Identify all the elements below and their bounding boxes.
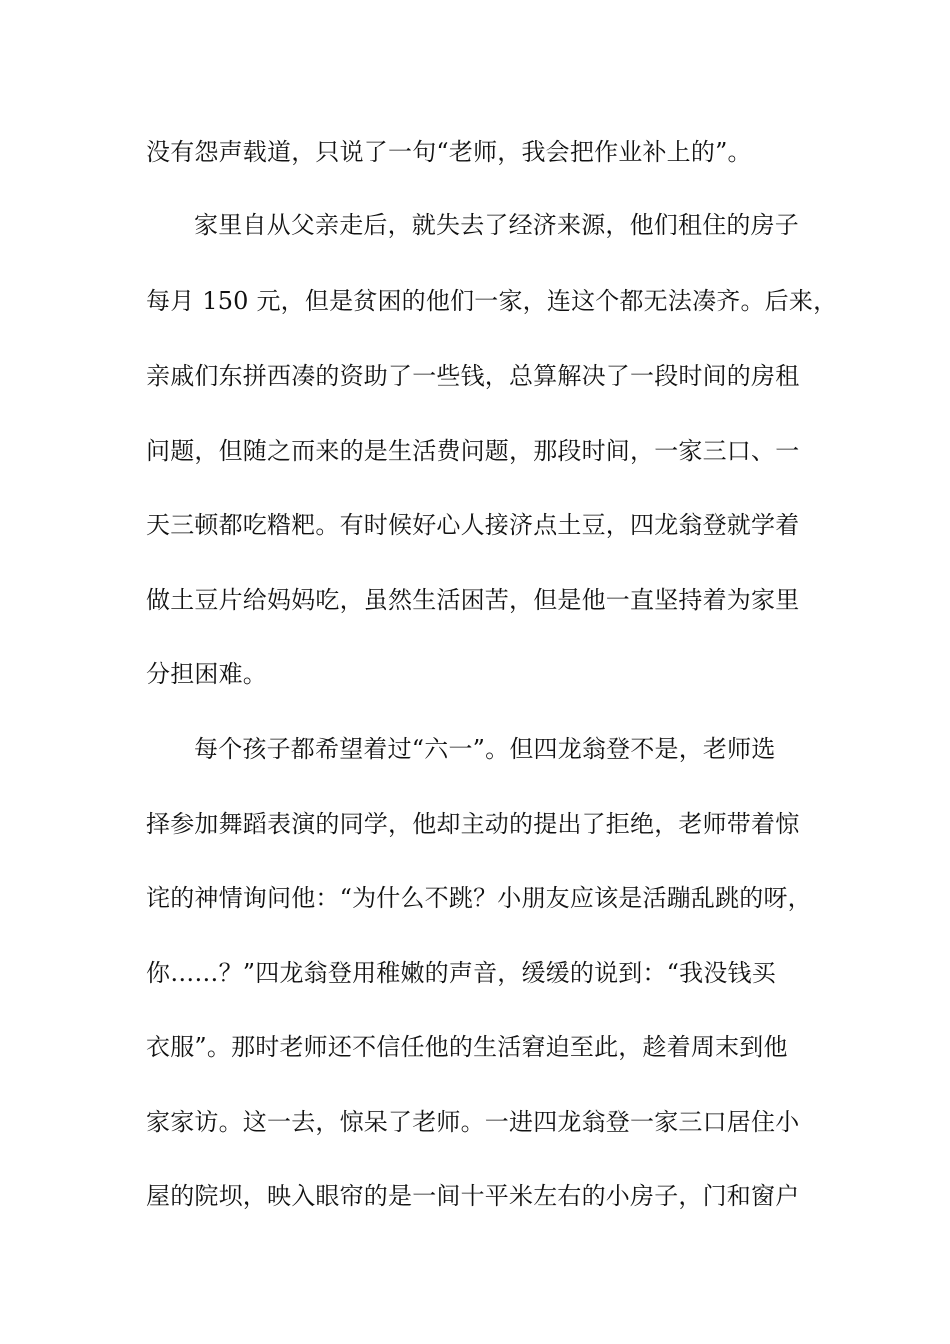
text-line-4: 亲戚们东拼西凑的资助了一些钱，总算解决了一段时间的房租 xyxy=(146,362,800,390)
text-line-6: 天三顿都吃糌粑。有时候好心人接济点土豆，四龙翁登就学着 xyxy=(146,511,800,539)
text-line-2: 家里自从父亲走后，就失去了经济来源，他们租住的房子 xyxy=(194,211,799,239)
text-line-15: 屋的院坝，映入眼帘的是一间十平米左右的小房子，门和窗户 xyxy=(146,1182,800,1210)
text-line-8: 分担困难。 xyxy=(146,660,267,688)
text-line-1: 没有怨声载道，只说了一句“老师，我会把作业补上的”。 xyxy=(146,138,752,166)
text-line-11: 诧的神情询问他：“为什么不跳？小朋友应该是活蹦乱跳的呀， xyxy=(146,884,812,912)
text-line-3: 每月 150 元，但是贫困的他们一家，连这个都无法凑齐。后来， xyxy=(146,287,838,315)
text-line-7: 做土豆片给妈妈吃，虽然生活困苦，但是他一直坚持着为家里 xyxy=(146,586,800,614)
text-line-9: 每个孩子都希望着过“六一”。但四龙翁登不是，老师选 xyxy=(194,735,776,763)
text-line-10: 择参加舞蹈表演的同学，他却主动的提出了拒绝，老师带着惊 xyxy=(146,810,800,838)
text-line-12: 你……？”四龙翁登用稚嫩的声音，缓缓的说到：“我没钱买 xyxy=(146,959,776,987)
text-line-14: 家家访。这一去，惊呆了老师。一进四龙翁登一家三口居住小 xyxy=(146,1108,800,1136)
text-line-5: 问题，但随之而来的是生活费问题，那段时间，一家三口、一 xyxy=(146,437,800,465)
text-line-13: 衣服”。那时老师还不信任他的生活窘迫至此，趁着周末到他 xyxy=(146,1033,788,1061)
